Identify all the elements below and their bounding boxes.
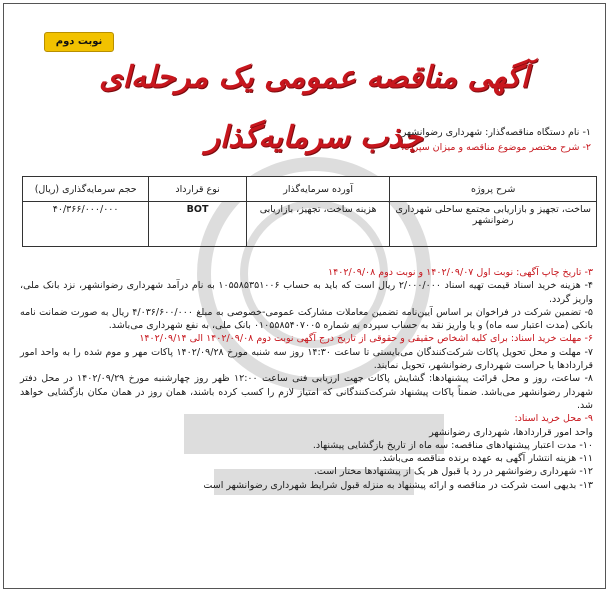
- cell-description: ساخت، تجهیز و بازاریابی مجتمع ساحلی شهرداری رضوانشهر: [390, 202, 597, 247]
- notice-title: آگهی مناقصه عمومی یک مرحله‌ای جذب سرمایه‌گذار: [99, 60, 529, 155]
- item-8: ۸- ساعت، روز و محل قرائت پیشنهادها: گشایش پاکات جهت ارزیابی فنی ساعت ۱۲:۰۰ ظهر روز چهارشنبه مورخ ۱۴۰۲/۰۹/۲۹ در محل دفتر شهردار رضوانشهر می‌باشد. ضمناً پاکات پیشنهاد شرکت‌کنندگانی که امتیاز لازم را کسب کرده باشند، همان روز در همان مکان بازگشایی خواهد شد.: [20, 373, 593, 411]
- item-9: ۹- محل خرید اسناد:: [514, 413, 593, 425]
- item-12: ۱۲- شهرداری رضوانشهر در رد یا قبول هر یک از پیشنهادها مختار است.: [313, 466, 593, 478]
- second-round-badge: نوبت دوم: [44, 32, 114, 52]
- item-3: ۳- تاریخ چاپ آگهی: نوبت اول ۱۴۰۲/۰۹/۰۷ و نوبت دوم ۱۴۰۲/۰۹/۰۸: [328, 267, 593, 278]
- project-table: [22, 176, 597, 247]
- header-description: شرح پروژه: [390, 177, 597, 202]
- cell-investment: ۴۰/۳۶۶/۰۰۰/۰۰۰: [23, 202, 149, 247]
- header-contract-type: نوع قرارداد: [149, 177, 247, 202]
- item-6: ۶- مهلت خرید اسناد: برای کلیه اشخاص حقیقی و حقوقی از تاریخ درج آگهی نوبت دوم ۱۴۰۲/۰۹/۰۸ الی ۱۴۰۲/۰۹/۱۴: [139, 333, 593, 345]
- item-10: ۱۰- مدت اعتبار پیشنهادهای مناقصه: سه ماه از تاریخ بازگشایی پیشنهاد.: [312, 439, 593, 451]
- item-7: ۷- مهلت و محل تحویل پاکات شرکت‌کنندگان می‌بایستی تا ساعت ۱۴:۳۰ روز سه شنبه مورخ ۱۴۰۲/۰۹/۲۸ پاکات مهر و موم شده را به واحد امور قراردادها یا حراست شهرداری رضوانشهر، تحویل نمایند.: [20, 346, 593, 372]
- table-row: [23, 202, 597, 247]
- header-investment: حجم سرمایه‌گذاری (ریال): [23, 177, 149, 202]
- cell-contract-type: BOT: [149, 202, 247, 247]
- item-2: ۲- شرح مختصر موضوع مناقصه و میزان سپرده:: [401, 142, 591, 153]
- item-13: ۱۳- بدیهی است شرکت در مناقصه و ارائه پیشنهاد به منزله قبول شرایط شهرداری رضوانشهر است: [203, 479, 593, 491]
- item-4: ۴- هزینه خرید اسناد قیمت تهیه اسناد ۲/۰۰۰/۰۰۰ ریال است که باید به حساب ۱۰۵۵۸۵۳۵۱۰۰۶ به نام درآمد شهرداری رضوانشهر، نزد بانک ملی، واریز گردد.: [20, 280, 593, 305]
- item-9-detail: واحد امور قراردادها، شهرداری رضوانشهر: [429, 426, 593, 438]
- notice-body: [20, 266, 593, 492]
- item-11: ۱۱- هزینه انتشار آگهی به عهده برنده مناقصه می‌باشد.: [379, 453, 593, 465]
- cell-contribution: هزینه ساخت، تجهیز، بازاریابی: [246, 202, 390, 247]
- item-1: ۱- نام دستگاه مناقصه‌گذار: شهرداری رضوانشهر: [401, 127, 591, 138]
- tender-notice: [3, 3, 606, 589]
- header-contribution: آورده سرمایه‌گذار: [246, 177, 390, 202]
- item-5: ۵- تضمین شرکت در فراخوان بر اساس آیین‌نامه تضمین معاملات مشارکت عمومی-خصوصی به مبلغ ۴/۰۳۶/۶۰۰/۰۰۰ ریال به صورت ضمانت نامه بانکی (مدت اعتبار سه ماه) و یا واریز نقد به حساب سپرده به شماره ۰۱۰۵۵۸۵۴۰۷۰۰۵ بانک ملی، به نفع شهرداری می‌باشد.: [20, 306, 593, 332]
